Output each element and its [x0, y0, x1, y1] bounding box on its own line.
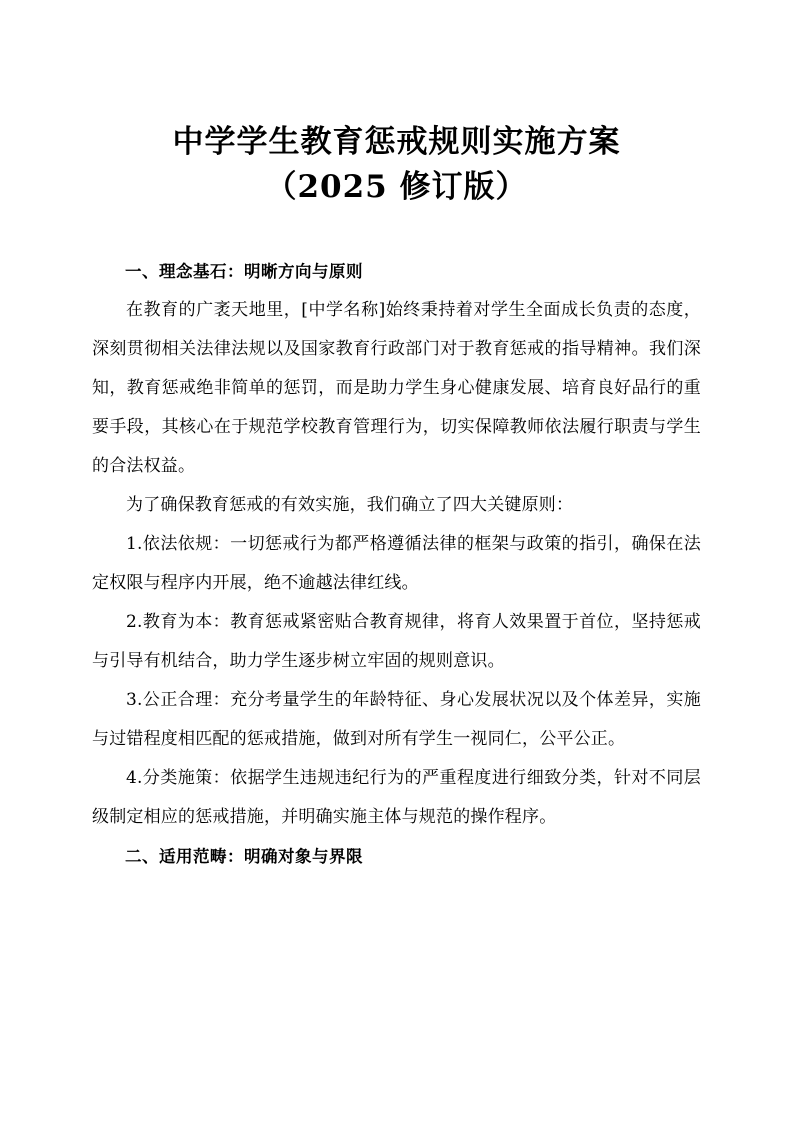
paragraph: 4.分类施策：依据学生违规违纪行为的严重程度进行细致分类，针对不同层级制定相应的惩戒措施，并明确实施主体与规范的操作程序。	[92, 768, 701, 827]
paragraph: 在教育的广袤天地里，[中学名称]始终秉持着对学生全面成长负责的态度，深刻贯彻相关法律法规以及国家教育行政部门对于教育惩戒的指导精神。我们深知，教育惩戒绝非简单的惩罚，而是助力学生身心健康发展、培育良好品行的重要手段，其核心在于规范学校教育管理行为，切实保障教师依法履行职责与学生的合法权益。	[92, 300, 701, 476]
paragraph: 为了确保教育惩戒的有效实施，我们确立了四大关键原则：	[126, 495, 574, 515]
title-spacer	[92, 210, 701, 252]
paragraph: 1.依法依规：一切惩戒行为都严格遵循法律的框架与政策的指引，确保在法定权限与程序内开展，绝不逾越法律红线。	[92, 534, 701, 593]
section-heading: 二、适用范畴：明确对象与界限	[125, 847, 363, 866]
page-title-line-1: 中学学生教育惩戒规则实施方案	[172, 124, 621, 160]
section-heading: 一、理念基石：明晰方向与原则	[125, 262, 363, 281]
paragraph: 2.教育为本：教育惩戒紧密贴合教育规律，将育人效果置于首位，坚持惩戒与引导有机结合，助力学生逐步树立牢固的规则意识。	[92, 612, 701, 671]
paragraph: 3.公正合理：充分考量学生的年龄特征、身心发展状况以及个体差异，实施与过错程度相匹配的惩戒措施，做到对所有学生一视同仁，公平公正。	[92, 690, 701, 749]
document-body	[92, 252, 701, 876]
page-title	[92, 120, 701, 210]
page-title-line-2: （2025 修订版）	[265, 169, 528, 205]
